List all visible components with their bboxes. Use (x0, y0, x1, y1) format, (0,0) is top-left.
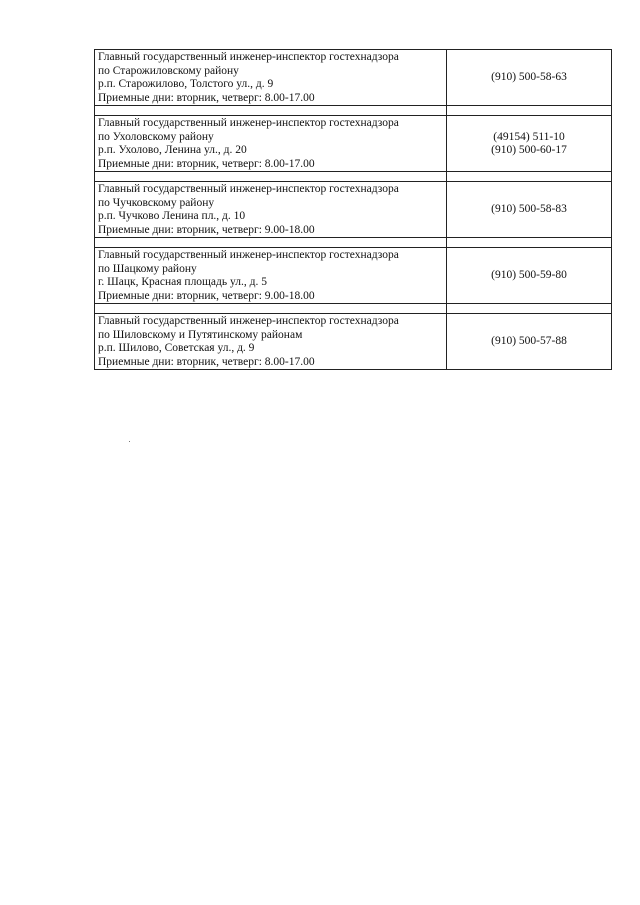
inspector-title: Главный государственный инженер-инспектор гостехнадзора (98, 51, 399, 63)
office-address: р.п. Шилово, Советская ул., д. 9 (98, 342, 255, 354)
phone-cell (447, 314, 612, 370)
office-address: р.п. Ухолово, Ленина ул., д. 20 (98, 144, 247, 156)
phone-cell (447, 248, 612, 304)
phone-cell (447, 116, 612, 172)
reception-hours: Приемные дни: вторник, четверг: 8.00-17.00 (98, 157, 315, 170)
district-name: по Шацкому району (98, 262, 197, 275)
table-row (95, 248, 612, 304)
inspector-contacts-table (94, 49, 612, 370)
phone-cell (447, 50, 612, 106)
phone-number-secondary: (910) 500-60-17 (491, 144, 567, 156)
inspector-info-cell (95, 182, 447, 238)
phone-number: (49154) 511-10 (493, 130, 565, 143)
table-row (95, 50, 612, 106)
phone-number: (910) 500-59-80 (491, 269, 567, 282)
inspector-title: Главный государственный инженер-инспектор гостехнадзора (98, 249, 399, 261)
spacer-row (95, 172, 612, 182)
phone-cell (447, 182, 612, 238)
office-address: г. Шацк, Красная площадь ул., д. 5 (98, 276, 267, 288)
reception-hours: Приемные дни: вторник, четверг: 9.00-18.00 (98, 223, 315, 236)
table-row (95, 116, 612, 172)
phone-number: (910) 500-58-83 (491, 203, 567, 216)
scan-speck (129, 441, 130, 442)
reception-hours: Приемные дни: вторник, четверг: 8.00-17.00 (98, 91, 315, 104)
inspector-title: Главный государственный инженер-инспектор гостехнадзора (98, 183, 399, 195)
inspector-info-cell (95, 116, 447, 172)
inspector-info-cell (95, 314, 447, 370)
district-name: по Старожиловскому району (98, 64, 239, 77)
district-name: по Чучковскому району (98, 196, 215, 209)
table-row (95, 314, 612, 370)
spacer-row (95, 304, 612, 314)
inspector-info-cell (95, 50, 447, 106)
inspector-title: Главный государственный инженер-инспектор гостехнадзора (98, 117, 399, 129)
phone-number: (910) 500-58-63 (491, 71, 567, 84)
office-address: р.п. Чучково Ленина пл., д. 10 (98, 210, 246, 222)
district-name: по Шиловскому и Путятинскому районам (98, 328, 303, 341)
inspector-title: Главный государственный инженер-инспектор гостехнадзора (98, 315, 399, 327)
reception-hours: Приемные дни: вторник, четверг: 8.00-17.00 (98, 355, 315, 368)
district-name: по Ухоловскому району (98, 130, 214, 143)
table-row (95, 182, 612, 238)
inspector-info-cell (95, 248, 447, 304)
office-address: р.п. Старожилово, Толстого ул., д. 9 (98, 78, 274, 90)
phone-number: (910) 500-57-88 (491, 335, 567, 348)
spacer-row (95, 238, 612, 248)
spacer-row (95, 106, 612, 116)
reception-hours: Приемные дни: вторник, четверг: 9.00-18.00 (98, 289, 315, 302)
